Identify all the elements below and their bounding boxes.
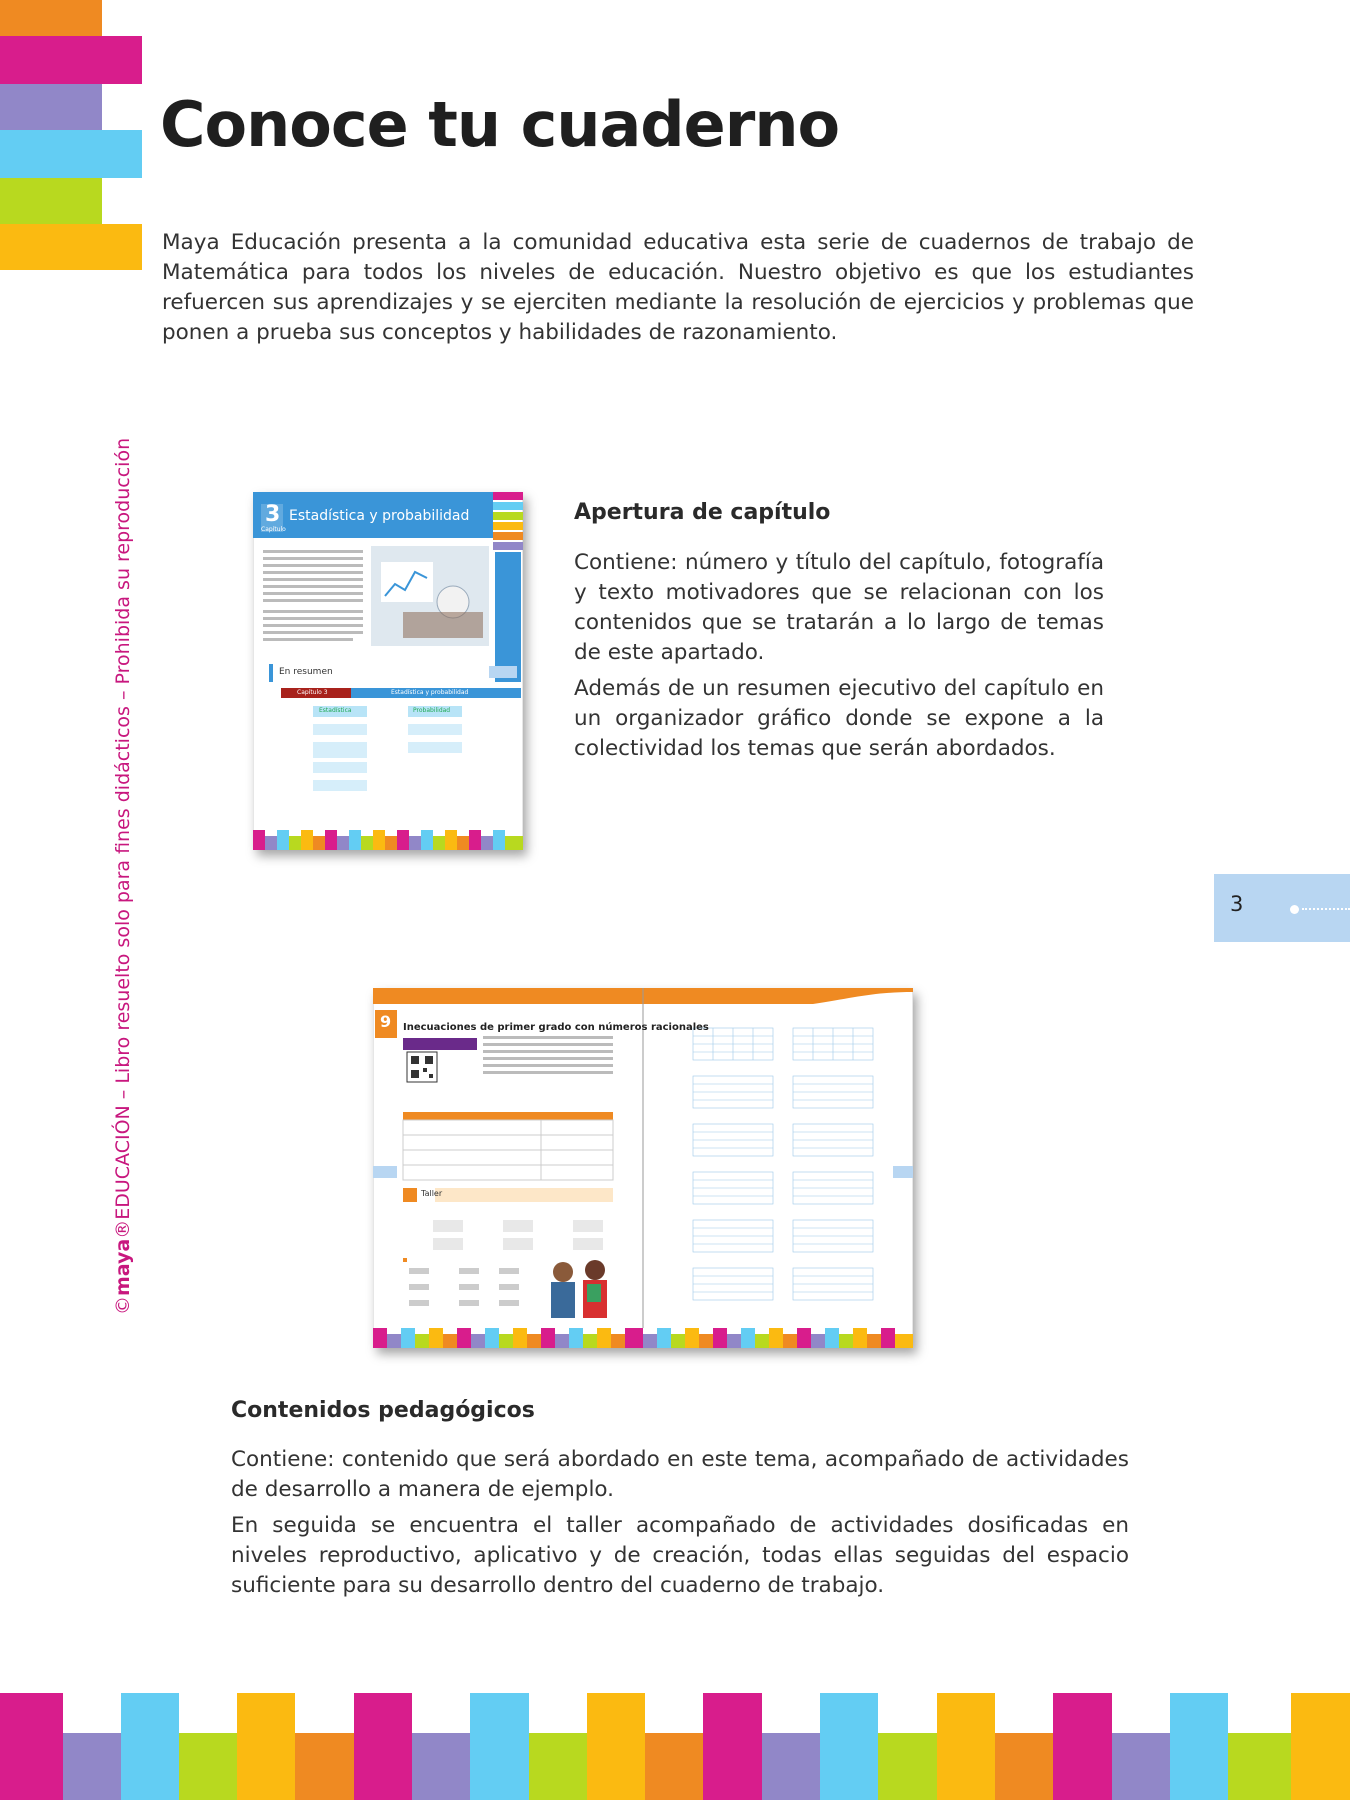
- section-heading-pedagogical: Contenidos pedagógicos: [231, 1398, 535, 1423]
- page-number-tab: [1214, 874, 1350, 942]
- thumb1-summary-label: En resumen: [279, 667, 333, 677]
- pedagogical-spread-thumbnail: [373, 988, 913, 1348]
- section-body-pedagogical: [231, 1445, 1129, 1607]
- pedagogical-paragraph-2: En seguida se encuentra el taller acompañado de actividades dosificadas en niveles reproductivo, aplicativo y de creación, todas ellas seguidas del espacio suficiente para su desarrollo dentro del cuaderno de trabajo.: [231, 1513, 1129, 1598]
- stack-bar-orange: [0, 0, 102, 36]
- thumb2-workshop-label: Taller: [421, 1189, 443, 1198]
- thumb1-bar-right: Estadística y probabilidad: [391, 689, 469, 696]
- stack-bar-purple: [0, 84, 102, 130]
- vertical-copyright-credit: [112, 438, 134, 1315]
- intro-paragraph: Maya Educación presenta a la comunidad educativa esta serie de cuadernos de trabajo de Matemática para todos los niveles de educación. Nuestro objetivo es que los estudiantes refuercen sus aprendizajes y se ejerciten mediante la resolución de ejercicios y problemas que ponen a prueba sus conceptos y habilidades de razonamiento.: [162, 230, 1194, 345]
- chapter-opening-thumbnail: [253, 492, 523, 850]
- page-title: Conoce tu cuaderno: [160, 88, 840, 161]
- section-body-chapter-opening: [574, 548, 1104, 770]
- thumb1-col2-head: Probabilidad: [413, 707, 451, 714]
- stack-bar-lime: [0, 178, 102, 224]
- pedagogical-paragraph-1: Contiene: contenido que será abordado en este tema, acompañado de actividades de desarrollo a manera de ejemplo.: [231, 1447, 1129, 1502]
- copyright-symbol: ©: [112, 1296, 134, 1315]
- thumb1-col1-head: Estadística: [319, 707, 352, 714]
- chapter-opening-paragraph-2: Además de un resumen ejecutivo del capítulo en un organizador gráfico donde se expone a la colectividad los temas que serán abordados.: [574, 676, 1104, 761]
- pedagogical-spread-preview: [373, 988, 913, 1348]
- thumb2-topic-number: 9: [380, 1012, 392, 1031]
- thumb1-chapter-number: 3: [265, 502, 281, 527]
- stack-bar-yellow: [0, 224, 142, 270]
- brand-logo-text: maya: [112, 1238, 134, 1296]
- thumb1-title: Estadística y probabilidad: [289, 508, 470, 524]
- stack-bar-magenta: [0, 36, 142, 84]
- thumb1-chapter-word: Capítulo: [261, 526, 286, 533]
- stack-bar-sky: [0, 130, 142, 178]
- bottom-color-strip: [0, 1693, 1350, 1800]
- chapter-opening-paragraph-1: Contiene: número y título del capítulo, fotografía y texto motivadores que se relacionan con los contenidos que se tratarán a lo largo de temas de este apartado.: [574, 550, 1104, 665]
- tab-dot: [1290, 905, 1299, 914]
- tab-dotted-line: [1302, 908, 1350, 910]
- section-heading-chapter-opening: Apertura de capítulo: [574, 500, 831, 525]
- thumb2-title: Inecuaciones de primer grado con números racionales: [403, 1022, 709, 1033]
- credit-text: ®EDUCACIÓN – Libro resuelto solo para fines didácticos – Prohibida su reproducción: [112, 437, 134, 1239]
- thumb1-bar-left: Capítulo 3: [297, 689, 328, 696]
- page-number: 3: [1230, 892, 1244, 916]
